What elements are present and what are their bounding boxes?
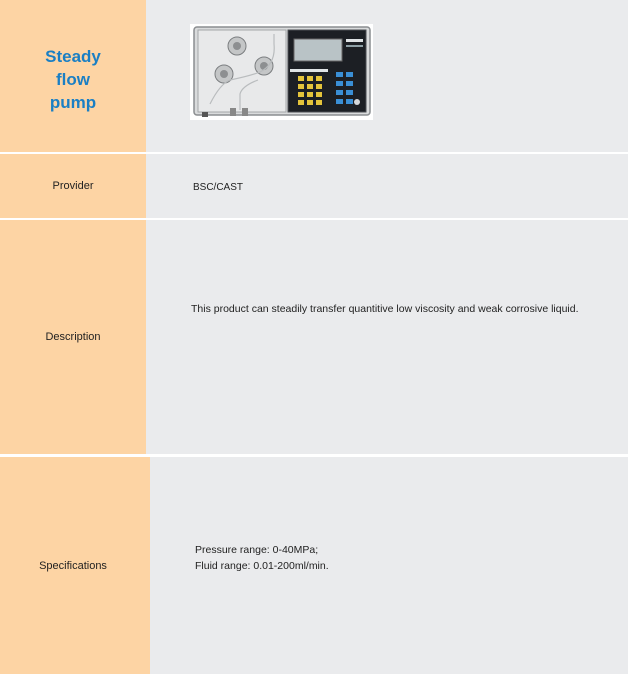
provider-cell (146, 154, 628, 218)
title-row (0, 0, 628, 152)
product-title-cell (0, 0, 146, 152)
steady-flow-pump-image (190, 24, 373, 120)
provider-label: Provider (0, 154, 146, 218)
description-cell (146, 220, 628, 454)
specifications-label: Specifications (0, 457, 150, 674)
spec-fluid-range: Fluid range: 0.01-200ml/min. (195, 560, 329, 572)
specifications-list (195, 542, 329, 574)
description-row (0, 220, 628, 454)
description-value: This product can steadily transfer quantitive low viscosity and weak corrosive liquid. (191, 303, 579, 315)
provider-row (0, 154, 628, 218)
spec-pressure-range: Pressure range: 0-40MPa; (195, 544, 319, 556)
product-image-cell (146, 0, 628, 152)
description-label: Description (0, 220, 146, 454)
specifications-cell (150, 457, 628, 674)
provider-value: BSC/CAST (193, 182, 244, 193)
specifications-row (0, 457, 628, 674)
product-title: Steady flow pump (45, 46, 101, 112)
